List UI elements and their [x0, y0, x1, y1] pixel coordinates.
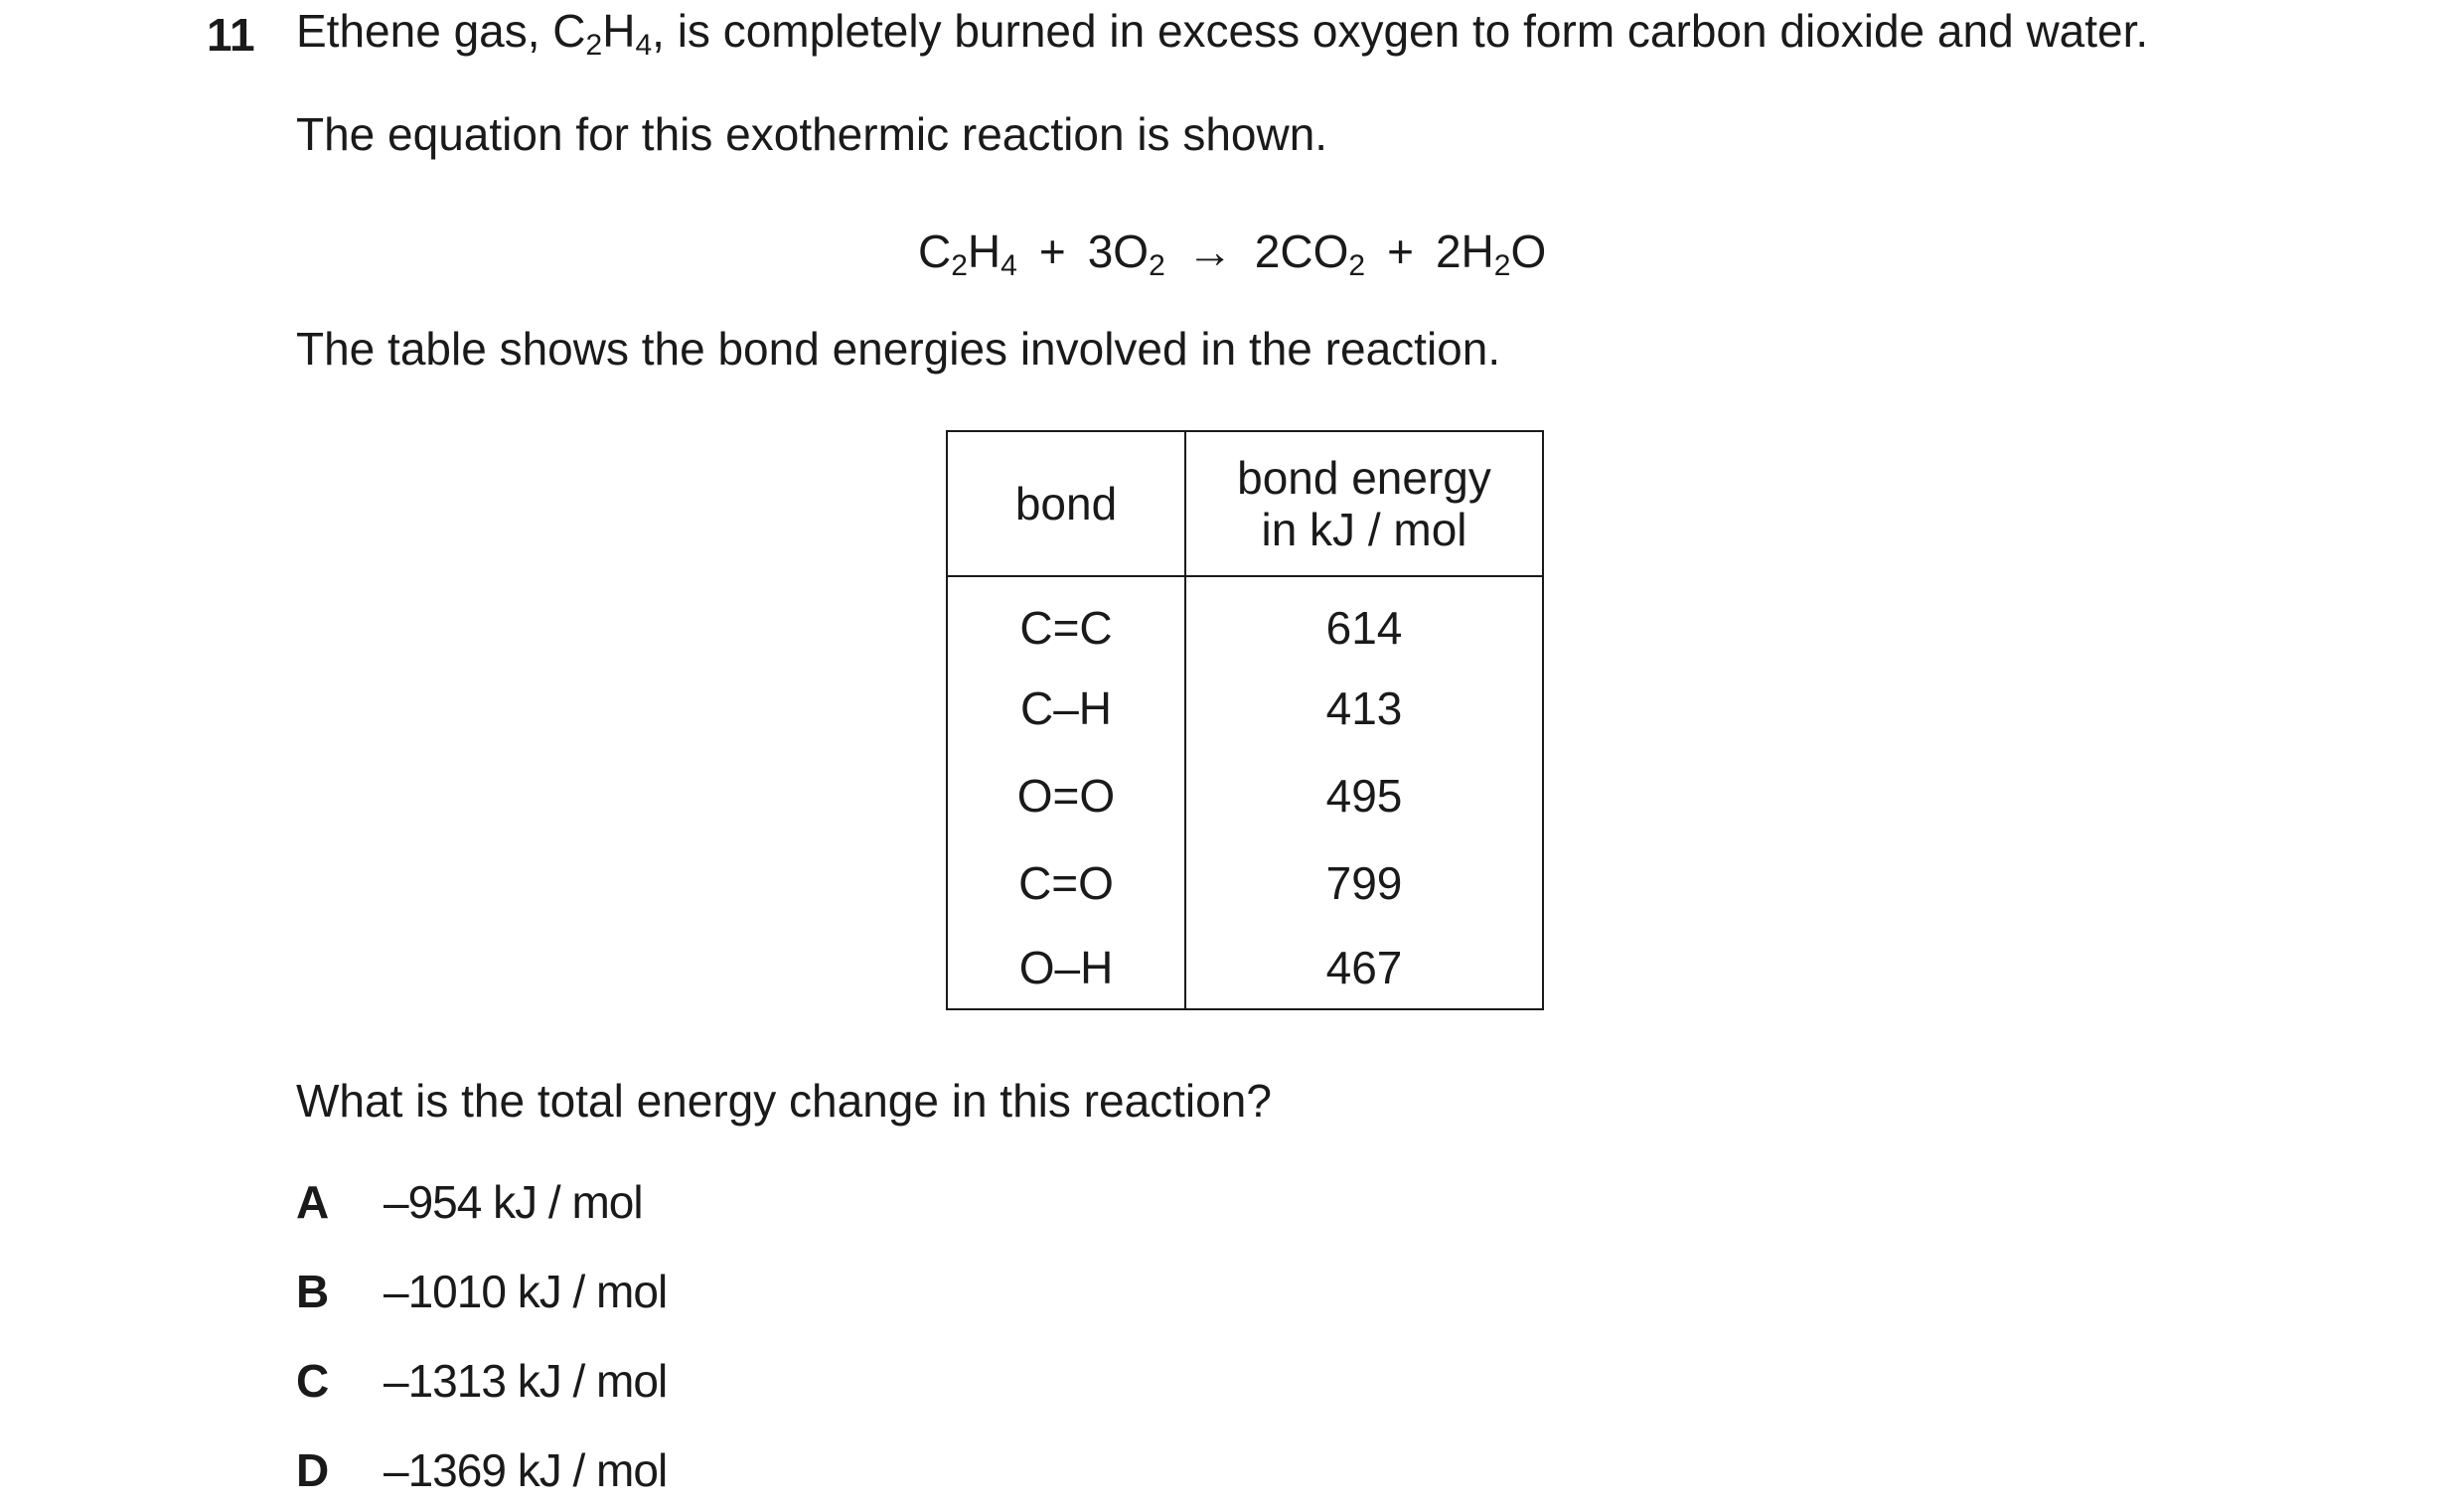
product-carbon-dioxide — [1254, 226, 1366, 282]
eq-water-o: O — [1510, 226, 1547, 277]
eq-ethene-sub-2: 4 — [1001, 249, 1017, 282]
intro-mid: H — [602, 5, 636, 57]
option-d-letter: D — [296, 1444, 330, 1496]
table-row — [947, 576, 1543, 665]
eq-co2-sub: 2 — [1348, 249, 1366, 282]
eq-water-h: 2H — [1435, 226, 1494, 277]
plus-sign-2: + — [1387, 226, 1414, 277]
bond-cell: C=C — [947, 576, 1185, 665]
reactant-ethene — [918, 226, 1017, 282]
option-b-letter: B — [296, 1266, 330, 1317]
energy-cell: 467 — [1185, 927, 1543, 1009]
bond-cell: C=O — [947, 839, 1185, 927]
header-bond-energy-line2: in kJ / mol — [1261, 504, 1467, 555]
eq-co2: 2CO — [1254, 226, 1349, 277]
energy-cell: 495 — [1185, 752, 1543, 839]
table-row — [947, 665, 1543, 752]
bond-cell: C–H — [947, 665, 1185, 752]
table-row — [947, 752, 1543, 839]
bond-energy-table — [946, 430, 1544, 1010]
bond-cell: O=O — [947, 752, 1185, 839]
option-a-letter: A — [296, 1176, 330, 1228]
eq-water-sub: 2 — [1493, 249, 1511, 282]
bond-cell: O–H — [947, 927, 1185, 1009]
option-d-text: –1369 kJ / mol — [384, 1444, 668, 1496]
product-water — [1435, 226, 1547, 282]
header-bond: bond — [947, 431, 1185, 576]
eq-ethene-h: H — [967, 226, 1001, 277]
table-intro: The table shows the bond energies involved in the reaction. — [296, 323, 1501, 375]
intro-sub-2: 4 — [635, 29, 653, 62]
question-intro — [296, 5, 2149, 62]
question-prompt: What is the total energy change in this reaction? — [296, 1075, 1272, 1127]
plus-sign-1: + — [1038, 226, 1066, 277]
option-c-letter: C — [296, 1355, 330, 1407]
option-b-text: –1010 kJ / mol — [384, 1266, 668, 1317]
intro-after: , is completely burned in excess oxygen to form carbon dioxide and water. — [652, 5, 2149, 57]
energy-cell: 614 — [1185, 576, 1543, 665]
intro-before: Ethene gas, C — [296, 5, 586, 57]
eq-ethene-c: C — [918, 226, 952, 277]
header-bond-energy — [1185, 431, 1543, 576]
header-bond-energy-line1: bond energy — [1237, 452, 1491, 504]
energy-cell: 413 — [1185, 665, 1543, 752]
eq-oxygen: 3O — [1087, 226, 1150, 277]
question-number: 11 — [207, 9, 255, 61]
energy-cell: 799 — [1185, 839, 1543, 927]
table-row — [947, 927, 1543, 1009]
eq-oxygen-sub: 2 — [1149, 249, 1165, 282]
eq-ethene-sub-1: 2 — [951, 249, 968, 282]
option-c-text: –1313 kJ / mol — [384, 1355, 668, 1407]
reactant-oxygen — [1087, 226, 1165, 282]
chemical-equation — [918, 225, 1547, 282]
table-header-row — [947, 431, 1543, 576]
table-row — [947, 839, 1543, 927]
option-a-text: –954 kJ / mol — [384, 1176, 643, 1228]
intro-sub-1: 2 — [585, 29, 603, 62]
question-stem: The equation for this exothermic reaction is shown. — [296, 108, 1328, 160]
reaction-arrow-icon: → — [1186, 226, 1233, 277]
